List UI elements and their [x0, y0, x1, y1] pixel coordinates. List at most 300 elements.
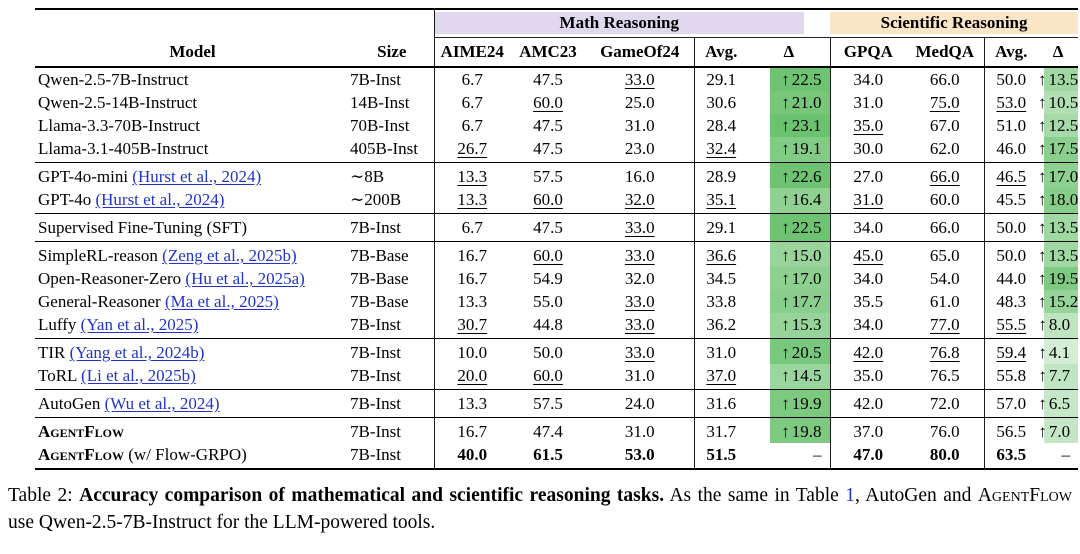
aime24-cell [434, 267, 510, 290]
aime24-cell [434, 214, 510, 242]
col-header-gpqa: GPQA [830, 38, 906, 68]
up-arrow-icon: ↑ [781, 315, 790, 334]
up-arrow-icon: ↑ [1038, 70, 1047, 89]
aime24-cell [434, 242, 510, 268]
gpqa-cell [830, 91, 906, 114]
metric-value: 60.0 [533, 93, 563, 112]
gpqa-cell [830, 364, 906, 390]
delta-value: 19.9 [791, 394, 822, 413]
math-delta-cell [748, 313, 830, 339]
metric-value: 61.0 [929, 292, 960, 311]
metric-value: 42.0 [853, 343, 884, 362]
sci-avg-cell [984, 137, 1038, 163]
metric-value: 47.5 [533, 218, 563, 237]
delta-value: 19.5 [1048, 269, 1079, 288]
math-avg-cell [694, 418, 748, 444]
math-section-header: Math Reasoning [435, 12, 805, 34]
metric-value: 75.0 [929, 93, 960, 112]
aime24-cell [434, 364, 510, 390]
metric-value: 31.0 [624, 422, 655, 441]
metric-value: 32.4 [706, 139, 737, 158]
gameof24-cell [586, 290, 694, 313]
up-arrow-icon: ↑ [781, 70, 790, 89]
col-header-sci-delta: Δ [1038, 38, 1078, 68]
gpqa-cell [830, 313, 906, 339]
up-arrow-icon: ↑ [781, 246, 790, 265]
amc23-cell [510, 390, 586, 418]
amc23-cell [510, 339, 586, 365]
medqa-cell [906, 443, 984, 469]
sci-delta-cell [1038, 418, 1078, 444]
amc23-cell [510, 137, 586, 163]
up-arrow-icon: ↑ [781, 292, 790, 311]
size-cell: 7B-Inst [350, 339, 434, 365]
up-arrow-icon: ↑ [781, 394, 790, 413]
metric-value: 77.0 [929, 315, 960, 334]
amc23-cell [510, 443, 586, 469]
model-name: AgentFlow [38, 445, 125, 464]
amc23-cell [510, 313, 586, 339]
size-cell: 7B-Inst [350, 366, 401, 385]
amc23-cell [510, 67, 586, 91]
up-arrow-icon: ↑ [1038, 190, 1047, 209]
sci-delta-cell [1038, 137, 1078, 163]
delta-value: 16.4 [791, 190, 822, 209]
metric-value: 76.8 [929, 343, 960, 362]
gpqa-cell [830, 114, 906, 137]
metric-value: 13.3 [457, 190, 488, 209]
gpqa-cell [830, 267, 906, 290]
aime24-cell [434, 163, 510, 189]
model-cell [35, 364, 350, 390]
gameof24-cell [586, 267, 694, 290]
metric-value: 33.0 [624, 246, 655, 265]
aime24-cell [434, 188, 510, 214]
math-avg-cell [694, 242, 748, 268]
table-row [35, 443, 1078, 469]
caption-part: Accuracy comparison of mathematical and scientific reasoning tasks. [79, 485, 665, 506]
sci-delta-cell [1038, 290, 1078, 313]
amc23-cell [510, 364, 586, 390]
model-name: Luffy [38, 315, 77, 334]
math-avg-cell [694, 267, 748, 290]
model-name: Qwen-2.5-7B-Instruct [38, 70, 189, 89]
up-arrow-icon: ↑ [781, 93, 790, 112]
metric-value: 42.0 [853, 394, 884, 413]
math-avg-cell [694, 114, 748, 137]
up-arrow-icon: ↑ [1038, 292, 1047, 311]
math-delta-cell [748, 137, 830, 163]
sci-avg-cell [984, 290, 1038, 313]
delta-value: 4.1 [1048, 343, 1071, 362]
col-header-math-avg: Avg. [694, 38, 748, 68]
medqa-cell [906, 114, 984, 137]
sci-avg-cell [984, 188, 1038, 214]
amc23-cell [510, 91, 586, 114]
up-arrow-icon: ↑ [781, 139, 790, 158]
size-cell: 14B-Inst [350, 93, 410, 112]
metric-value: 47.5 [533, 116, 563, 135]
medqa-cell [906, 313, 984, 339]
model-name: TIR [38, 343, 66, 362]
delta-value: 14.5 [791, 366, 822, 385]
metric-value: 76.0 [929, 422, 960, 441]
metric-value: 60.0 [533, 190, 563, 209]
math-avg-cell [694, 364, 748, 390]
col-header-gameof24: GameOf24 [586, 38, 694, 68]
delta-value: 17.0 [1048, 167, 1079, 186]
metric-value: 35.1 [706, 190, 737, 209]
math-delta-cell [748, 390, 830, 418]
metric-value: 30.7 [457, 315, 488, 334]
table-row [35, 339, 1078, 365]
delta-value: 7.7 [1048, 366, 1071, 385]
citation-link[interactable]: (Zeng et al., 2025b) [162, 246, 297, 265]
gpqa-cell [830, 163, 906, 189]
metric-value: 72.0 [929, 394, 960, 413]
model-cell [35, 114, 350, 137]
section-header-row [35, 9, 1078, 38]
caption-part: , AutoGen and [854, 485, 978, 506]
metric-value: 47.0 [853, 445, 884, 464]
medqa-cell [906, 163, 984, 189]
sci-delta-cell [1038, 114, 1078, 137]
metric-value: 37.0 [853, 422, 884, 441]
delta-value: 22.6 [791, 167, 822, 186]
delta-dash: – [813, 445, 822, 464]
gpqa-cell [830, 339, 906, 365]
metric-value: 16.0 [624, 167, 655, 186]
delta-value: 15.0 [791, 246, 822, 265]
metric-value: 46.0 [996, 139, 1027, 158]
delta-value: 19.1 [791, 139, 822, 158]
metric-value: 33.0 [624, 70, 655, 89]
model-cell [35, 443, 350, 469]
math-avg-cell [694, 188, 748, 214]
math-delta-cell [748, 242, 830, 268]
metric-value: 34.0 [853, 269, 884, 288]
citation-link[interactable]: (Hu et al., 2025a) [185, 269, 305, 288]
metric-value: 44.0 [996, 269, 1027, 288]
math-delta-cell [748, 163, 830, 189]
metric-value: 31.0 [706, 343, 737, 362]
gpqa-cell [830, 290, 906, 313]
model-name: GPT-4o-mini [38, 167, 129, 186]
gameof24-cell [586, 67, 694, 91]
sci-delta-cell [1038, 242, 1078, 268]
aime24-cell [434, 339, 510, 365]
delta-value: 17.7 [791, 292, 822, 311]
size-cell: ∼8B [350, 163, 434, 189]
gameof24-cell [586, 390, 694, 418]
amc23-cell [510, 188, 586, 214]
up-arrow-icon: ↑ [1038, 116, 1047, 135]
metric-value: 31.0 [853, 190, 884, 209]
metric-value: 40.0 [457, 445, 488, 464]
metric-value: 30.0 [853, 139, 884, 158]
gpqa-cell [830, 214, 906, 242]
model-cell [35, 137, 350, 163]
sci-delta-cell [1038, 214, 1078, 242]
caption-part: AgentFlow [977, 485, 1072, 506]
metric-value: 63.5 [996, 445, 1027, 464]
delta-dash: – [1061, 445, 1071, 464]
metric-value: 13.3 [457, 394, 488, 413]
model-cell [35, 267, 350, 290]
metric-value: 34.0 [853, 315, 884, 334]
medqa-cell [906, 188, 984, 214]
gameof24-cell [586, 339, 694, 365]
delta-value: 8.0 [1048, 315, 1071, 334]
model-name: ToRL [38, 366, 77, 385]
delta-value: 13.5 [1048, 246, 1079, 265]
metric-value: 31.0 [624, 366, 655, 385]
amc23-cell [510, 114, 586, 137]
metric-value: 65.0 [929, 246, 960, 265]
metric-value: 29.1 [706, 70, 737, 89]
table-row [35, 91, 1078, 114]
medqa-cell [906, 339, 984, 365]
metric-value: 60.0 [929, 190, 960, 209]
col-header-medqa: MedQA [906, 38, 984, 68]
math-delta-cell [748, 91, 830, 114]
delta-value: 19.8 [791, 422, 822, 441]
size-cell: 7B-Base [350, 292, 409, 311]
delta-value: 21.0 [791, 93, 822, 112]
gameof24-cell [586, 214, 694, 242]
metric-value: 80.0 [929, 445, 960, 464]
metric-value: 6.7 [461, 93, 483, 112]
math-delta-cell [748, 214, 830, 242]
aime24-cell [434, 91, 510, 114]
sci-delta-cell [1038, 163, 1078, 189]
delta-value: 23.1 [791, 116, 822, 135]
delta-value: 22.5 [791, 218, 822, 237]
sci-avg-cell [984, 313, 1038, 339]
metric-value: 32.0 [624, 269, 655, 288]
delta-value: 12.5 [1048, 116, 1079, 135]
delta-value: 20.5 [791, 343, 822, 362]
math-delta-cell [748, 339, 830, 365]
citation-link[interactable]: (Li et al., 2025b) [81, 366, 196, 385]
citation-link[interactable]: (Ma et al., 2025) [164, 292, 279, 311]
results-table [35, 8, 1078, 470]
delta-value: 10.5 [1048, 93, 1079, 112]
up-arrow-icon: ↑ [1038, 139, 1047, 158]
up-arrow-icon: ↑ [781, 190, 790, 209]
citation-link[interactable]: (Hurst et al., 2024) [95, 190, 225, 209]
table-caption [8, 482, 1072, 536]
sci-avg-cell [984, 242, 1038, 268]
gpqa-cell [830, 67, 906, 91]
delta-value: 15.3 [791, 315, 822, 334]
model-name: SimpleRL-reason [38, 246, 158, 265]
metric-value: 56.5 [996, 422, 1027, 441]
metric-value: 33.0 [624, 343, 655, 362]
sci-delta-cell [1038, 91, 1078, 114]
sci-avg-cell [984, 418, 1038, 444]
table-row [35, 418, 1078, 444]
model-name: General-Reasoner [38, 292, 161, 311]
size-cell: 7B-Inst [350, 214, 434, 242]
medqa-cell [906, 67, 984, 91]
metric-value: 31.0 [624, 116, 655, 135]
model-cell [35, 418, 350, 444]
empty-cell [350, 9, 434, 38]
metric-value: 55.5 [996, 315, 1027, 334]
metric-value: 47.5 [533, 70, 563, 89]
metric-value: 34.0 [853, 70, 884, 89]
medqa-cell [906, 390, 984, 418]
metric-value: 54.9 [533, 269, 563, 288]
math-avg-cell [694, 91, 748, 114]
sci-avg-cell [984, 339, 1038, 365]
gameof24-cell [586, 313, 694, 339]
gpqa-cell [830, 137, 906, 163]
metric-value: 51.0 [996, 116, 1027, 135]
math-delta-cell [748, 290, 830, 313]
metric-value: 29.1 [706, 218, 737, 237]
up-arrow-icon: ↑ [781, 116, 790, 135]
amc23-cell [510, 267, 586, 290]
gameof24-cell [586, 163, 694, 189]
metric-value: 51.5 [706, 445, 737, 464]
aime24-cell [434, 114, 510, 137]
gameof24-cell [586, 188, 694, 214]
aime24-cell [434, 443, 510, 469]
math-avg-cell [694, 313, 748, 339]
metric-value: 57.0 [996, 394, 1027, 413]
metric-value: 45.5 [996, 190, 1027, 209]
size-cell: 7B-Base [350, 242, 434, 268]
math-delta-cell [748, 418, 830, 444]
col-header-sci-avg: Avg. [984, 38, 1038, 68]
metric-value: 66.0 [929, 218, 960, 237]
gameof24-cell [586, 418, 694, 444]
empty-cell [35, 9, 350, 38]
metric-value: 35.5 [853, 292, 884, 311]
amc23-cell [510, 214, 586, 242]
metric-value: 35.0 [853, 116, 884, 135]
metric-value: 33.0 [624, 292, 655, 311]
math-avg-cell [694, 137, 748, 163]
metric-value: 6.7 [461, 116, 483, 135]
model-cell [35, 188, 350, 214]
math-avg-cell [694, 339, 748, 365]
col-header-size: Size [350, 38, 434, 68]
sci-avg-cell [984, 443, 1038, 469]
citation-link[interactable]: (Yang et al., 2024b) [69, 343, 205, 362]
aime24-cell [434, 390, 510, 418]
table-row [35, 242, 1078, 268]
metric-value: 57.5 [533, 167, 563, 186]
citation-link[interactable]: (Wu et al., 2024) [104, 394, 220, 413]
table-row [35, 137, 1078, 163]
caption-part: use Qwen-2.5-7B-Instruct for the LLM-powered tools. [8, 512, 436, 533]
model-cell [35, 91, 350, 114]
model-cell [35, 339, 350, 365]
table-row [35, 67, 1078, 91]
sci-avg-cell [984, 267, 1038, 290]
gameof24-cell [586, 364, 694, 390]
metric-value: 36.2 [706, 315, 737, 334]
col-header-aime24: AIME24 [434, 38, 510, 68]
delta-value: 22.5 [791, 70, 822, 89]
gpqa-cell [830, 242, 906, 268]
citation-link[interactable]: (Hurst et al., 2024) [132, 167, 262, 186]
model-cell [35, 290, 350, 313]
metric-value: 47.5 [533, 139, 563, 158]
size-cell: 7B-Inst [350, 418, 434, 444]
table-ref-link[interactable]: 1 [845, 485, 855, 506]
table-row [35, 390, 1078, 418]
metric-value: 35.0 [853, 366, 884, 385]
metric-value: 59.4 [996, 343, 1027, 362]
amc23-cell [510, 418, 586, 444]
delta-value: 18.0 [1048, 190, 1079, 209]
caption-part: Table 2: [8, 485, 80, 506]
size-cell: 7B-Inst [350, 390, 434, 418]
up-arrow-icon: ↑ [1038, 93, 1047, 112]
metric-value: 54.0 [929, 269, 960, 288]
up-arrow-icon: ↑ [781, 167, 790, 186]
gameof24-cell [586, 91, 694, 114]
delta-value: 6.5 [1048, 394, 1071, 413]
sci-avg-cell [984, 364, 1038, 390]
gameof24-cell [586, 114, 694, 137]
metric-value: 31.7 [706, 422, 737, 441]
sci-avg-cell [984, 214, 1038, 242]
medqa-cell [906, 137, 984, 163]
metric-value: 16.7 [457, 246, 488, 265]
medqa-cell [906, 418, 984, 444]
metric-value: 50.0 [996, 70, 1027, 89]
metric-value: 45.0 [853, 246, 884, 265]
up-arrow-icon: ↑ [1038, 366, 1047, 385]
table-row [35, 163, 1078, 189]
metric-value: 46.5 [996, 167, 1027, 186]
model-cell [35, 163, 350, 189]
up-arrow-icon: ↑ [1038, 315, 1047, 334]
table-row [35, 290, 1078, 313]
sci-delta-cell [1038, 267, 1078, 290]
sci-delta-cell [1038, 313, 1078, 339]
amc23-cell [510, 242, 586, 268]
citation-link[interactable]: (Yan et al., 2025) [80, 315, 199, 334]
metric-value: 6.7 [461, 70, 483, 89]
up-arrow-icon: ↑ [1038, 422, 1047, 441]
amc23-cell [510, 290, 586, 313]
metric-value: 28.9 [706, 167, 737, 186]
table-row [35, 267, 1078, 290]
medqa-cell [906, 290, 984, 313]
metric-value: 33.0 [624, 218, 655, 237]
metric-value: 53.0 [996, 93, 1027, 112]
model-suffix: (w/ Flow-GRPO) [128, 445, 247, 464]
metric-value: 36.6 [706, 246, 737, 265]
metric-value: 31.6 [706, 394, 737, 413]
metric-value: 55.8 [996, 366, 1027, 385]
metric-value: 76.5 [929, 366, 960, 385]
gpqa-cell [830, 443, 906, 469]
up-arrow-icon: ↑ [1038, 167, 1047, 186]
math-avg-cell [694, 390, 748, 418]
up-arrow-icon: ↑ [1038, 269, 1047, 288]
metric-value: 66.0 [929, 70, 960, 89]
size-cell: 70B-Inst [350, 116, 410, 135]
size-cell: 7B-Inst [350, 445, 401, 464]
column-header-row [35, 38, 1078, 68]
